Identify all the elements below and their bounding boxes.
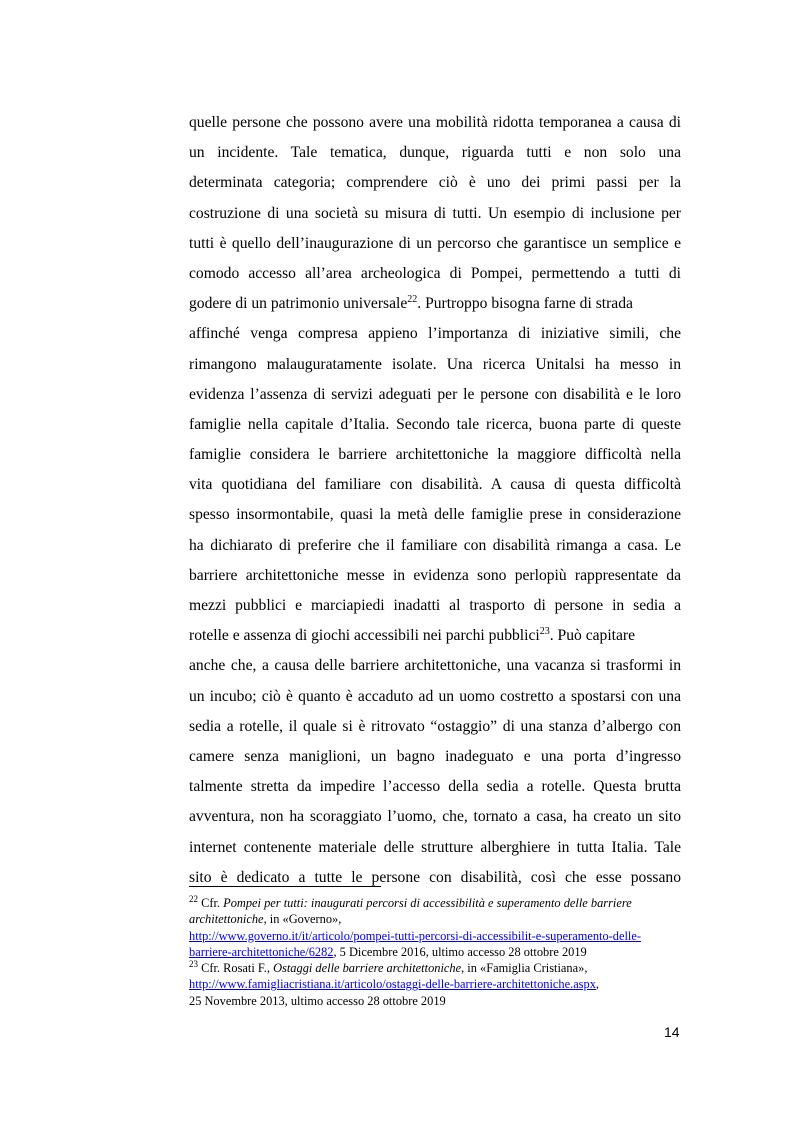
body-line-10: evidenza l’assenza di servizi adeguati per le persone con disabilità e le loro [189, 385, 681, 403]
footnote-23-link[interactable]: http://www.famigliacristiana.it/articolo/ostaggi-delle-barriere-architettoniche.aspx [189, 977, 596, 992]
footnote-23-source: , in «Famiglia Cristiana», [461, 961, 588, 976]
footnote-22-marker: 22 [189, 894, 198, 904]
footnote-22-date: , 5 Dicembre 2016, ultimo accesso 28 ottobre 2019 [333, 944, 587, 959]
footnote-22-line-2 [189, 911, 681, 927]
body-line-7 [189, 289, 681, 319]
body-line-3: determinata categoria; comprendere ciò è uno dei primi passi per la [189, 174, 681, 192]
body-line-13: vita quotidiana del familiare con disabilità. A causa di questa difficoltà [189, 476, 681, 494]
footnote-23-line-1 [189, 960, 681, 976]
body-line-14: spesso insormontabile, quasi la metà delle famiglie prese in considerazione [189, 506, 681, 524]
body-line-12: famiglie considera le barriere architettoniche la maggiore difficoltà nella [189, 446, 681, 464]
body-line-21: sedia a rotelle, il quale si è ritrovato “ostaggio” di una stanza d’albergo con [189, 717, 681, 735]
footnotes [189, 895, 681, 1009]
footnote-ref-23[interactable]: 23 [539, 626, 550, 638]
footnote-22-title: Pompei per tutti: inaugurati percorsi di accessibilità e superamento delle barriere [223, 896, 632, 910]
body-line-2: un incidente. Tale tematica, dunque, riguarda tutti e non solo una [189, 144, 681, 162]
footnote-23-title: Ostaggi delle barriere architettoniche [273, 961, 462, 976]
body-line-25: internet contenente materiale delle strutture alberghiere in tutta Italia. Tale [189, 838, 681, 856]
body-line-5: tutti è quello dell’inaugurazione di un percorso che garantisce un semplice e [189, 234, 681, 252]
body-line-26: sito è dedicato a tutte le persone con disabilità, così che esse possano [189, 868, 681, 886]
footnote-22-line-1 [189, 895, 681, 911]
footnote-22-prefix: Cfr. [198, 896, 224, 910]
body-line-18-tail: . Può capitare [549, 627, 636, 645]
footnote-23-prefix: Cfr. Rosati F., [198, 961, 274, 976]
footnote-separator [189, 886, 381, 887]
footnote-ref-22[interactable]: 22 [407, 294, 418, 306]
page-number: 14 [664, 1024, 680, 1040]
body-line-22: camere senza maniglioni, un bagno inadeguato e una porta d’ingresso [189, 747, 681, 765]
body-line-9: rimangono malauguratamente isolate. Una ricerca Unitalsi ha messo in [189, 355, 681, 373]
body-line-7-tail: . Purtroppo bisogna farne di strada [417, 295, 633, 313]
footnote-22-link[interactable]: http://www.governo.it/it/articolo/pompei-tutti-percorsi-di-accessibilit-e-superamento-delle- [189, 928, 642, 943]
body-line-11: famiglie nella capitale d’Italia. Secondo tale ricerca, buona parte di queste [189, 415, 681, 433]
body-line-6: comodo accesso all’area archeologica di Pompei, permettendo a tutti di [189, 264, 681, 282]
footnote-22-title-cont: architettoniche [189, 912, 264, 927]
footnote-22-link-cont[interactable]: barriere-architettoniche/6282 [189, 944, 334, 959]
footnote-23-link-comma: , [595, 977, 600, 992]
footnote-23-marker: 23 [189, 959, 198, 970]
body-line-23: talmente stretta da impedire l’accesso della sedia a rotelle. Questa brutta [189, 778, 681, 796]
body-line-17: mezzi pubblici e marciapiedi inadatti al trasporto di persone in sedia a [189, 597, 681, 614]
body-line-19: anche che, a causa delle barriere architettoniche, una vacanza si trasformi in [189, 657, 681, 675]
body-line-20: un incubo; ciò è quanto è accaduto ad un uomo costretto a spostarsi con una [189, 687, 681, 705]
body-text [189, 108, 681, 893]
body-line-8: affinché venga compresa appieno l’importanza di iniziative simili, che [189, 325, 681, 343]
footnote-22-line-4 [189, 944, 681, 960]
body-line-18 [189, 621, 681, 651]
footnote-22-line-3 [189, 928, 681, 944]
body-line-7-text: godere di un patrimonio universale [189, 295, 408, 313]
footnote-22-source: , in «Governo», [263, 912, 342, 927]
body-line-15: ha dichiarato di preferire che il familiare con disabilità rimanga a casa. Le [189, 536, 681, 554]
body-line-24: avventura, non ha scoraggiato l’uomo, che, tornato a casa, ha creato un sito [189, 808, 681, 826]
footnote-23-line-2 [189, 976, 681, 992]
body-line-1: quelle persone che possono avere una mobilità ridotta temporanea a causa di [189, 114, 681, 131]
body-line-16: barriere architettoniche messe in evidenza sono perlopiù rappresentate da [189, 566, 681, 584]
body-line-4: costruzione di una società su misura di tutti. Un esempio di inclusione per [189, 204, 681, 222]
footnote-23-line-3: 25 Novembre 2013, ultimo accesso 28 ottobre 2019 [189, 993, 446, 1008]
body-line-18-text: rotelle e assenza di giochi accessibili nei parchi pubblici [189, 627, 540, 645]
